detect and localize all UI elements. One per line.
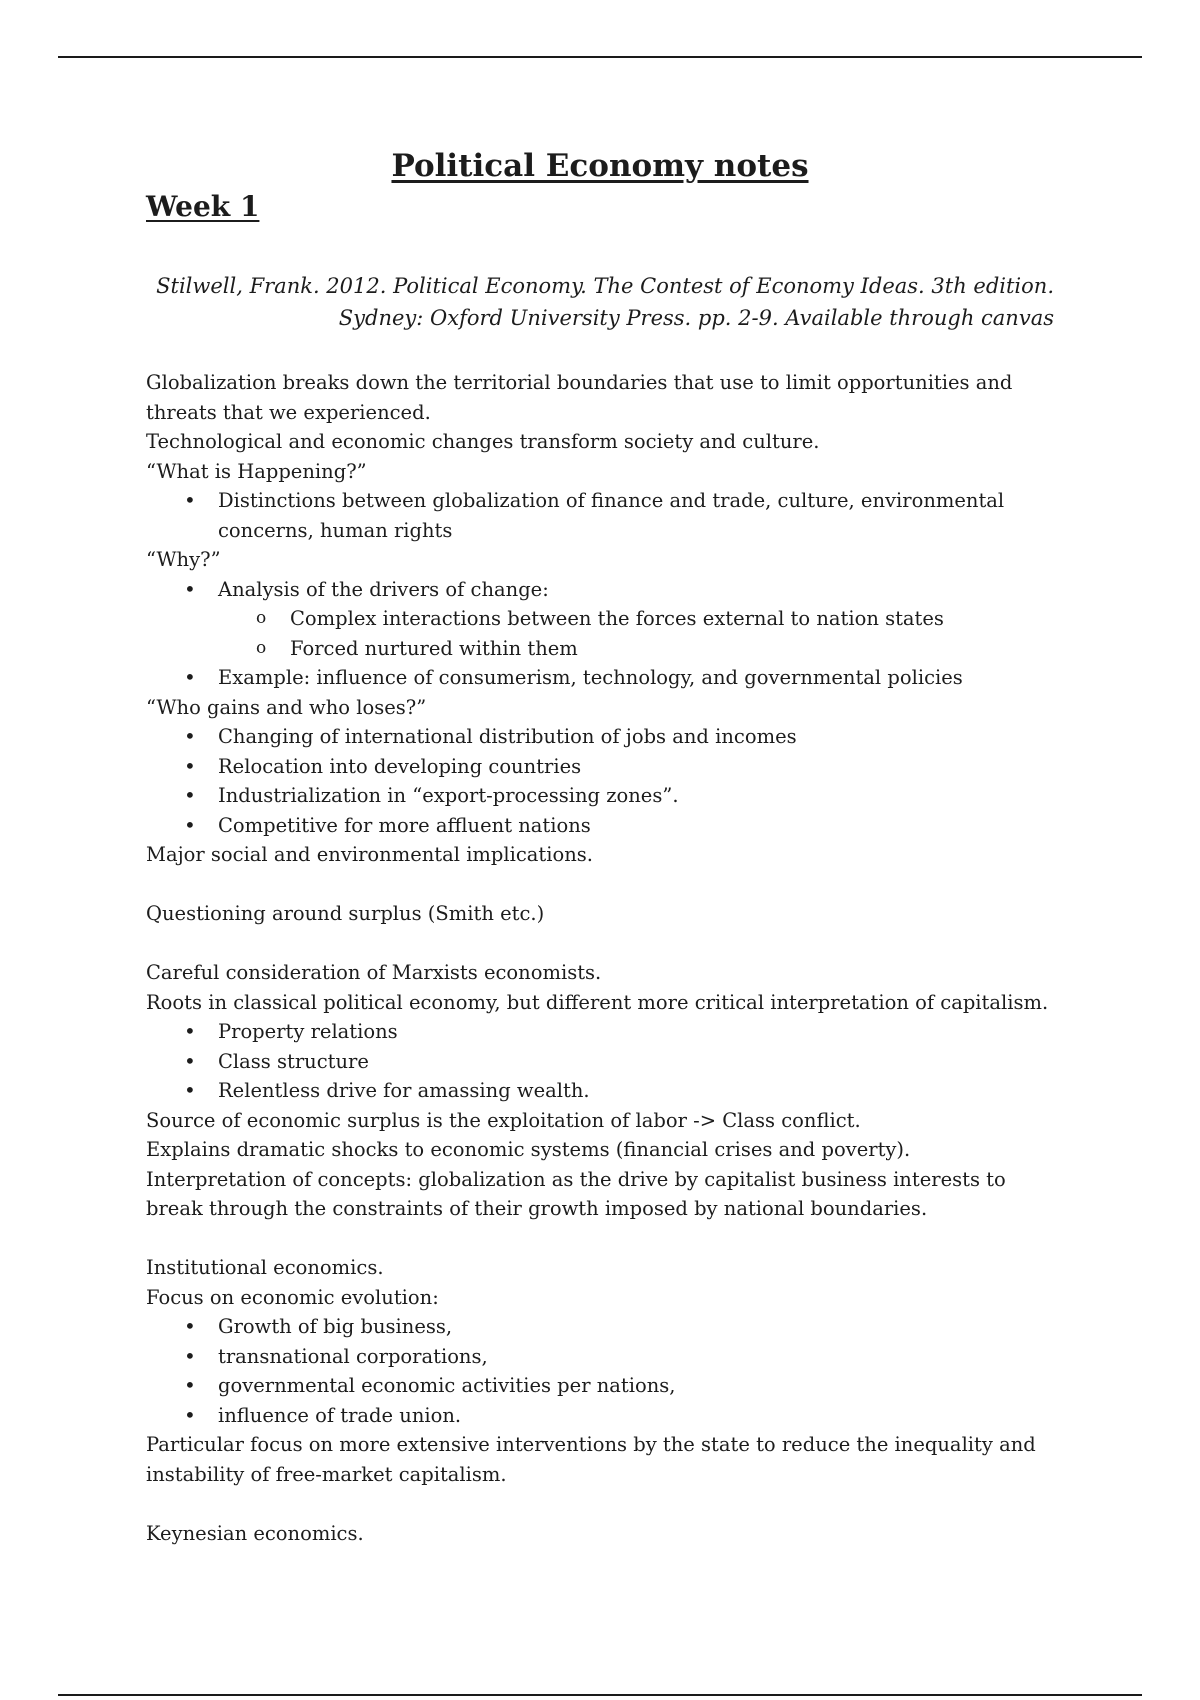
- paragraph: Careful consideration of Marxists economists.: [146, 961, 602, 984]
- paragraph: Questioning around surplus (Smith etc.): [146, 902, 545, 925]
- page-title: Political Economy notes: [391, 148, 809, 184]
- sub-list: [218, 604, 1066, 663]
- list-item: • Example: influence of consumerism, technology, and governmental policies: [146, 663, 1066, 693]
- bullet-list: [146, 722, 1066, 840]
- citation: [156, 270, 1054, 334]
- citation-line: Stilwell, Frank. 2012. Political Economy. The Contest of Economy Ideas. 3th edition.: [156, 274, 1054, 298]
- paragraph: Roots in classical political economy, but different more critical interpretation of capitalism.: [146, 990, 1049, 1014]
- sub-list-item: o Forced nurtured within them: [218, 634, 1066, 664]
- sub-list-item: o Complex interactions between the forces external to nation states: [218, 604, 1066, 634]
- section-heading-week: Week 1: [146, 190, 260, 223]
- bottom-rule: [58, 1694, 1142, 1696]
- spacer: [146, 929, 1066, 959]
- bullet-list: [146, 575, 1066, 693]
- paragraph: Globalization breaks down the territorial boundaries that use to limit opportunities and threats that we experienced.: [146, 371, 1013, 424]
- list-item: • Property relations: [146, 1017, 1066, 1047]
- list-item: • Growth of big business,: [146, 1312, 1066, 1342]
- paragraph: Technological and economic changes transform society and culture.: [146, 430, 820, 453]
- list-item: • Competitive for more affluent nations: [146, 811, 1066, 841]
- citation-line: Sydney: Oxford University Press. pp. 2-9. Available through canvas: [338, 306, 1054, 330]
- paragraph: Major social and environmental implications.: [146, 843, 593, 866]
- question-heading: “What is Happening?”: [146, 459, 367, 483]
- list-item: • Changing of international distribution of jobs and incomes: [146, 722, 1066, 752]
- spacer: [146, 870, 1066, 900]
- list-item: • Relocation into developing countries: [146, 752, 1066, 782]
- paragraph: Interpretation of concepts: globalization as the drive by capitalist business interests to break through the constraints of their growth imposed by national boundaries.: [146, 1167, 1006, 1220]
- question-heading: “Who gains and who loses?”: [146, 695, 427, 719]
- list-item: • transnational corporations,: [146, 1342, 1066, 1372]
- list-item: • Class structure: [146, 1047, 1066, 1077]
- question-heading: “Why?”: [146, 548, 221, 571]
- list-item: • influence of trade union.: [146, 1401, 1066, 1431]
- paragraph: Explains dramatic shocks to economic systems (financial crises and poverty).: [146, 1138, 911, 1161]
- list-item: • governmental economic activities per nations,: [146, 1371, 1066, 1401]
- notes-body: [146, 368, 1066, 1548]
- list-item: • Relentless drive for amassing wealth.: [146, 1076, 1066, 1106]
- paragraph: Focus on economic evolution:: [146, 1285, 439, 1309]
- spacer: [146, 1489, 1066, 1519]
- list-item: [146, 575, 1066, 664]
- bullet-list: [146, 1312, 1066, 1430]
- list-item: • Industrialization in “export-processing zones”.: [146, 781, 1066, 811]
- paragraph: Keynesian economics.: [146, 1521, 364, 1545]
- bullet-list: [146, 486, 1066, 545]
- paragraph: Particular focus on more extensive interventions by the state to reduce the inequality and instability of free-market capitalism.: [146, 1433, 1036, 1486]
- list-item-text: Analysis of the drivers of change:: [218, 577, 549, 601]
- paragraph: Source of economic surplus is the exploitation of labor -> Class conflict.: [146, 1108, 861, 1132]
- top-rule: [58, 56, 1142, 58]
- paragraph: Institutional economics.: [146, 1256, 384, 1279]
- list-item: • Distinctions between globalization of finance and trade, culture, environmental concerns, human rights: [146, 486, 1066, 545]
- spacer: [146, 1224, 1066, 1254]
- bullet-list: [146, 1017, 1066, 1106]
